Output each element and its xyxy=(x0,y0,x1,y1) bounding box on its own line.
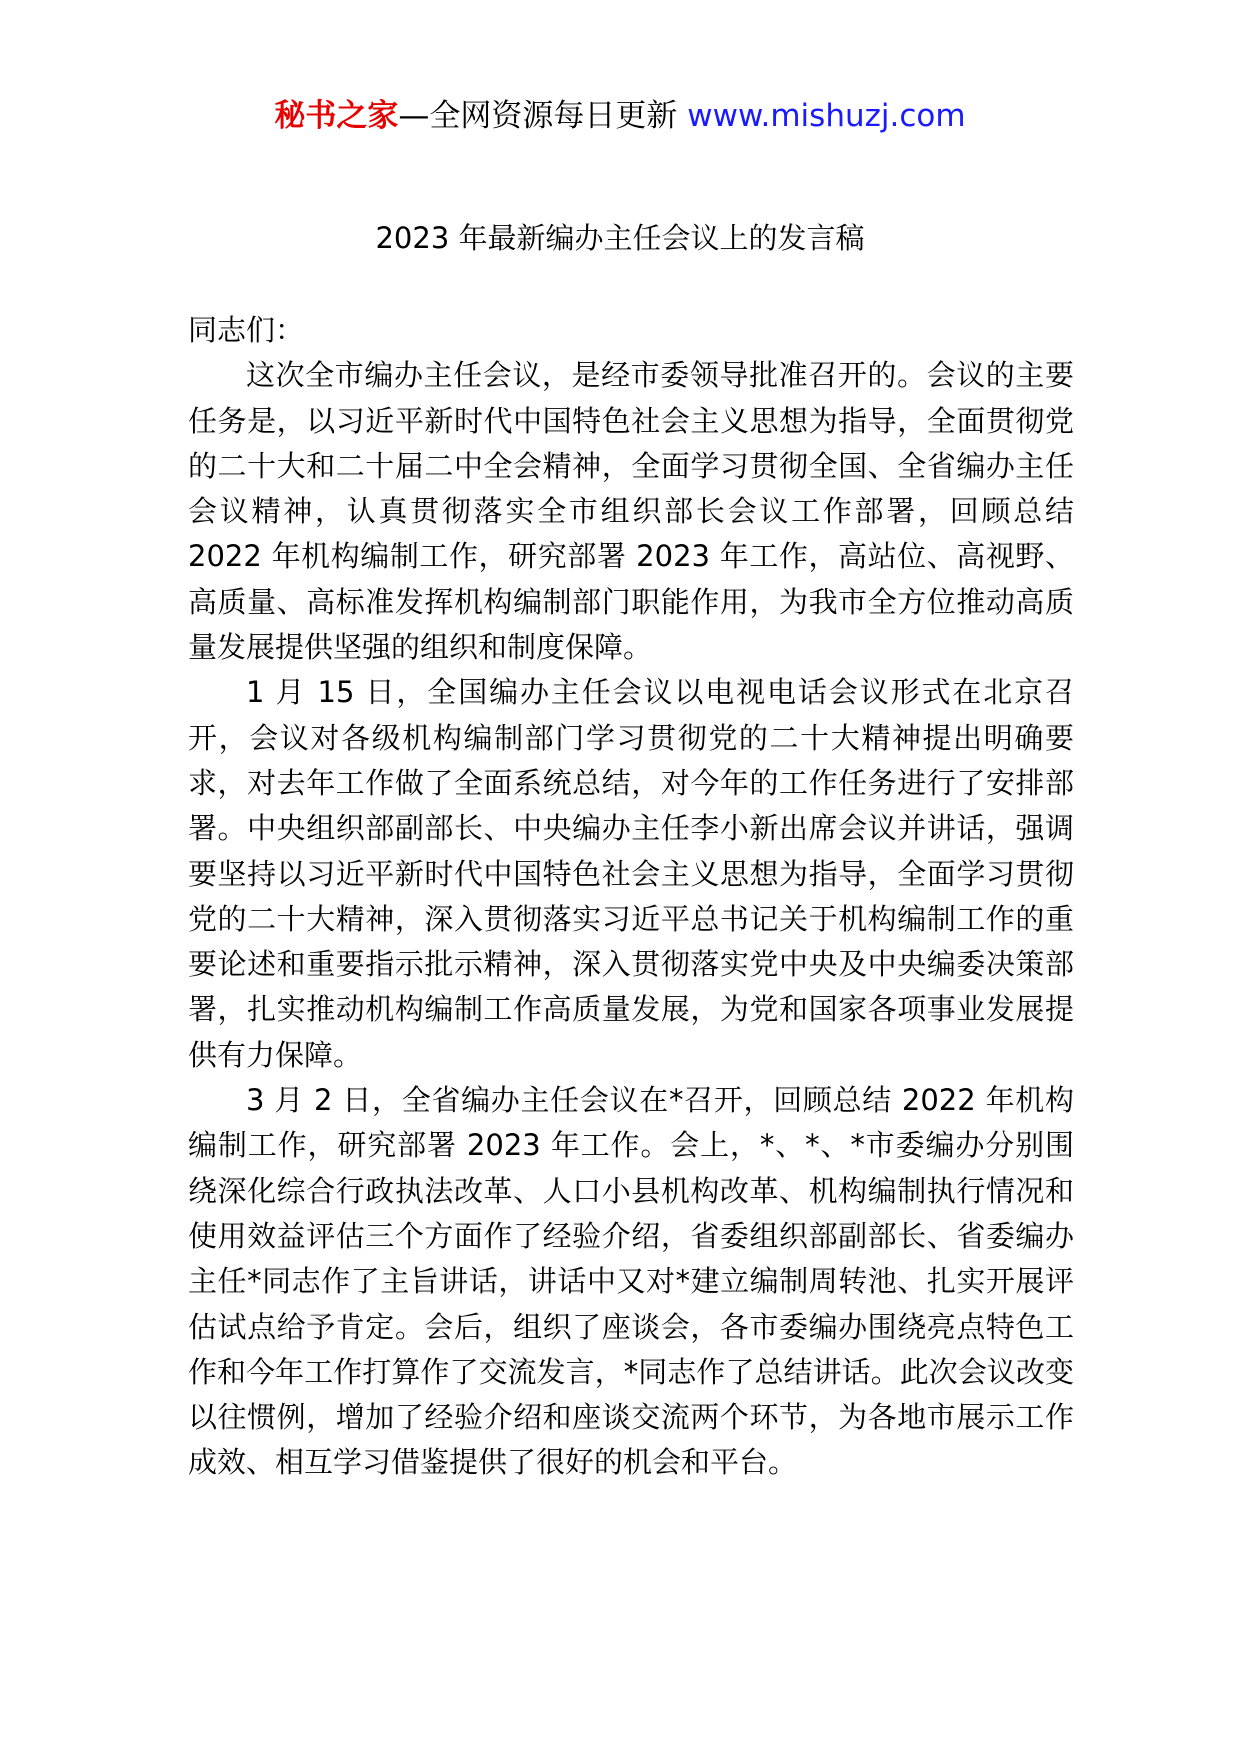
brand-name: 秘书之家 xyxy=(274,98,399,134)
paragraph-2: 1 月 15 日，全国编办主任会议以电视电话会议形式在北京召开，会议对各级机构编制部门学习贯彻党的二十大精神提出明确要求，对去年工作做了全面系统总结，对今年的工作任务进行了安排部署。中央组织部副部长、中央编办主任李小新出席会议并讲话，强调要坚持以习近平新时代中国特色社会主义思想为指导，全面学习贯彻党的二十大精神，深入贯彻落实习近平总书记关于机构编制工作的重要论述和重要指示批示精神，深入贯彻落实党中央及中央编委决策部署，扎实推动机构编制工作高质量发展，为党和国家各项事业发展提供有力保障。 xyxy=(188,675,1074,1072)
document-body xyxy=(188,308,1074,1486)
salutation: 同志们： xyxy=(188,313,305,347)
paragraph-3: 3 月 2 日，全省编办主任会议在*召开，回顾总结 2022 年机构编制工作，研究部署 2023 年工作。会上，*、*、*市委编办分别围绕深化综合行政执法改革、人口小县机构改革、机构编制执行情况和使用效益评估三个方面作了经验介绍，省委组织部副部长、省委编办主任*同志作了主旨讲话，讲话中又对*建立编制周转池、扎实开展评估试点给予肯定。会后，组织了座谈会，各市委编办围绕亮点特色工作和今年工作打算作了交流发言，*同志作了总结讲话。此次会议改变以往惯例，增加了经验介绍和座谈交流两个环节，为各地市展示工作成效、相互学习借鉴提供了很好的机会和平台。 xyxy=(188,1083,1074,1480)
site-url-link[interactable]: www.mishuzj.com xyxy=(687,98,966,134)
site-header xyxy=(0,96,1240,136)
document-title: 2023 年最新编办主任会议上的发言稿 xyxy=(375,221,865,255)
header-tagline: —全网资源每日更新 xyxy=(398,98,688,134)
paragraph-1: 这次全市编办主任会议，是经市委领导批准召开的。会议的主要任务是，以习近平新时代中国特色社会主义思想为指导，全面贯彻党的二十大和二十届二中全会精神，全面学习贯彻全国、全省编办主任会议精神，认真贯彻落实全市组织部长会议工作部署，回顾总结 2022 年机构编制工作，研究部署 2023 年工作，高站位、高视野、高质量、高标准发挥机构编制部门职能作用，为我市全方位推动高质量发展提供坚强的组织和制度保障。 xyxy=(188,358,1074,665)
